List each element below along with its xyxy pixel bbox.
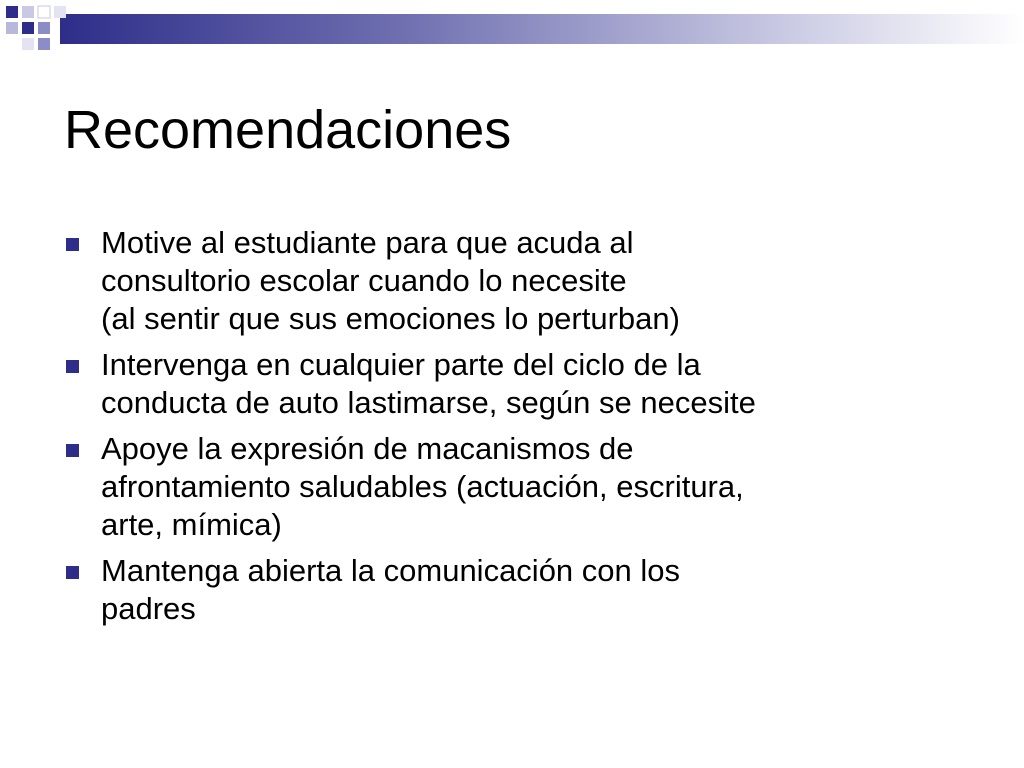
header-square	[6, 6, 18, 18]
bullet-text-line: Intervenga en cualquier parte del ciclo de la	[101, 347, 701, 382]
square-bullet-icon	[66, 360, 79, 373]
header-gradient-bar	[60, 14, 1024, 44]
square-bullet-icon	[66, 444, 79, 457]
header-square	[38, 22, 50, 34]
bullet-text-line: Mantenga abierta la comunicación con los	[101, 553, 681, 588]
bullet-text-line: Motive al estudiante para que acuda al	[101, 225, 634, 260]
header-square	[22, 38, 34, 50]
header-square	[38, 6, 50, 18]
bullet-item	[64, 224, 964, 338]
header-decoration	[0, 0, 1024, 64]
bullet-item	[64, 552, 964, 628]
header-square	[38, 38, 50, 50]
bullet-text-line: arte, mímica)	[101, 507, 282, 542]
header-square	[6, 22, 18, 34]
slide-title: Recomendaciones	[64, 100, 512, 160]
bullet-list	[64, 224, 964, 636]
header-square	[54, 6, 66, 18]
bullet-text-line: Apoye la expresión de macanismos de	[101, 431, 634, 466]
bullet-text-line: consultorio escolar cuando lo necesite	[101, 263, 627, 298]
bullet-text-line: (al sentir que sus emociones lo perturban)	[101, 301, 680, 336]
header-square	[22, 6, 34, 18]
bullet-item	[64, 346, 964, 422]
bullet-text-line: conducta de auto lastimarse, según se necesite	[101, 385, 756, 420]
square-bullet-icon	[66, 238, 79, 251]
bullet-text-line: afrontamiento saludables (actuación, escritura,	[101, 469, 744, 504]
bullet-text-line: padres	[101, 591, 196, 626]
header-square	[22, 22, 34, 34]
square-bullet-icon	[66, 566, 79, 579]
bullet-item	[64, 430, 964, 544]
